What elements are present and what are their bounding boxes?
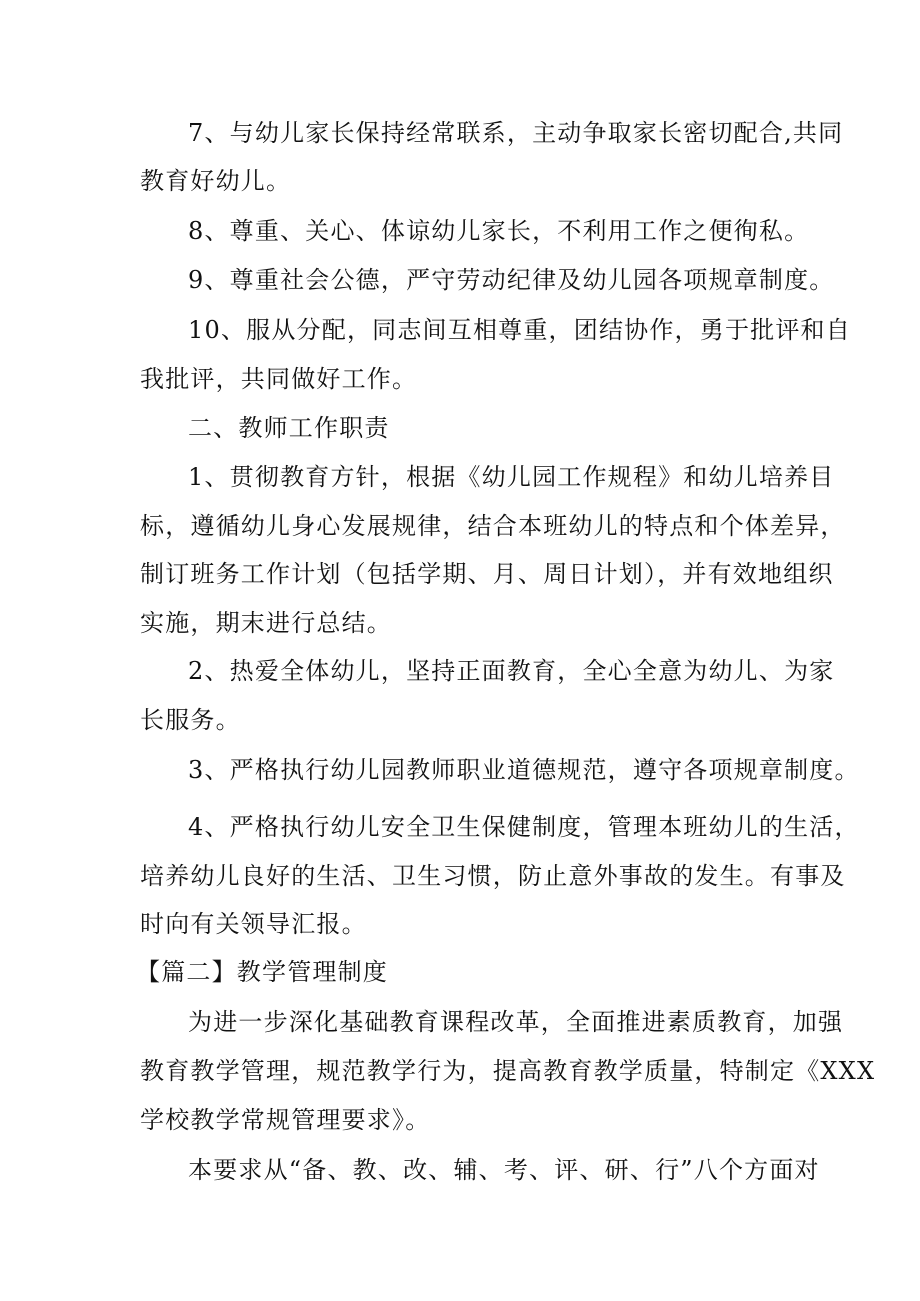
text-line-intro1-cont2: 学校教学常规管理要求》。 [140, 1106, 431, 1134]
text-line-duty1-cont3: 实施，期末进行总结。 [140, 609, 392, 637]
text-line-item9: 9、尊重社会公德，严守劳动纪律及幼儿园各项规章制度。 [188, 266, 835, 294]
text-line-intro1: 为进一步深化基础教育课程改革，全面推进素质教育，加强 [188, 1008, 844, 1036]
text-line-duty3: 3、严格执行幼儿园教师职业道德规范，遵守各项规章制度。 [188, 756, 860, 784]
text-line-duty1-cont2: 制订班务工作计划（包括学期、月、周日计划），并有效地组织 [140, 560, 834, 588]
text-line-duty2-cont: 长服务。 [140, 706, 241, 734]
text-line-item8: 8、尊重、关心、体谅幼儿家长，不利用工作之便徇私。 [188, 217, 810, 245]
text-line-item10-cont: 我批评，共同做好工作。 [140, 365, 418, 393]
text-line-intro1-cont1: 教育教学管理，规范教学行为，提高教育教学质量，特制定《XXX [140, 1057, 876, 1085]
text-line-item10: 10、服从分配，同志间互相尊重，团结协作，勇于批评和自 [188, 316, 851, 344]
section-heading-teacher-duties: 二、教师工作职责 [188, 414, 390, 442]
text-line-duty2: 2、热爱全体幼儿，坚持正面教育，全心全意为幼儿、为家 [188, 657, 835, 685]
text-line-duty1: 1、贯彻教育方针，根据《幼儿园工作规程》和幼儿培养目 [188, 463, 835, 491]
text-line-duty4-cont2: 时向有关领导汇报。 [140, 910, 367, 938]
text-line-item7-cont: 教育好幼儿。 [140, 167, 292, 195]
text-line-item7: 7、与幼儿家长保持经常联系，主动争取家长密切配合,共同 [188, 119, 844, 147]
text-line-duty4-cont1: 培养幼儿良好的生活、卫生习惯，防止意外事故的发生。有事及 [140, 862, 846, 890]
text-line-intro2: 本要求从“备、教、改、辅、考、评、研、行”八个方面对 [188, 1156, 820, 1184]
text-line-duty1-cont1: 标，遵循幼儿身心发展规律，结合本班幼儿的特点和个体差异， [140, 512, 846, 540]
text-line-duty4: 4、严格执行幼儿安全卫生保健制度，管理本班幼儿的生活， [188, 813, 860, 841]
section-heading-part2: 【篇二】教学管理制度 [136, 958, 388, 986]
